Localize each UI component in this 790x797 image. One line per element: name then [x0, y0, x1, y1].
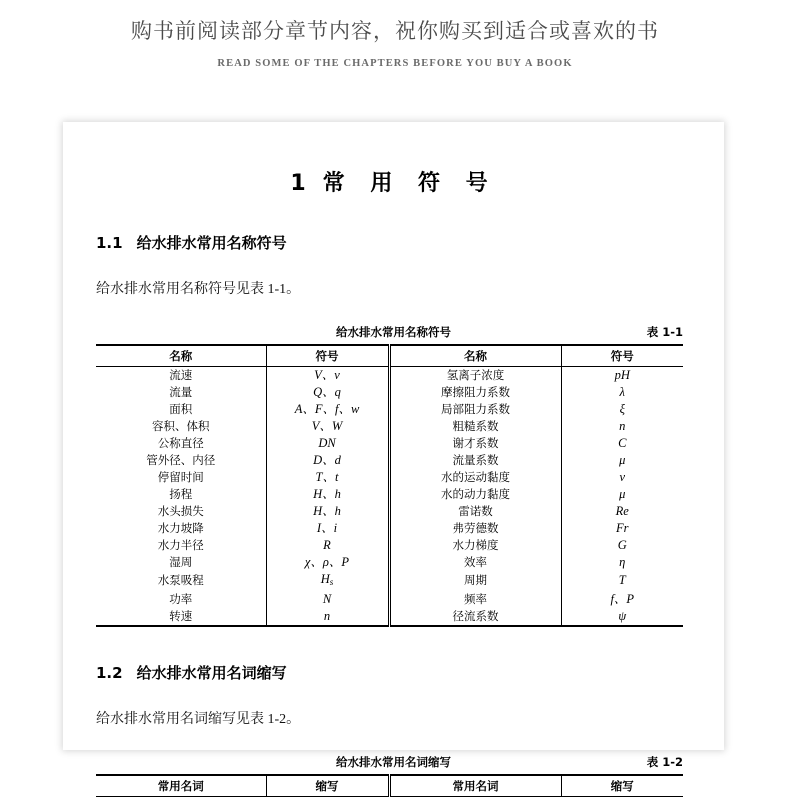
row-symbol-left: V、W	[266, 418, 389, 435]
table-row	[96, 486, 683, 503]
row-symbol-left: DN	[266, 435, 389, 452]
table-row	[96, 452, 683, 469]
document-page-container	[63, 122, 724, 793]
table-row	[96, 571, 683, 591]
table-row	[96, 537, 683, 554]
row-symbol-left: D、d	[266, 452, 389, 469]
table-row	[96, 520, 683, 537]
row-name-right: 谢才系数	[389, 435, 561, 452]
row-symbol-right: C	[561, 435, 683, 452]
table-1-1	[96, 344, 683, 627]
row-symbol-left: χ、ρ、P	[266, 554, 389, 571]
row-name-left: 停留时间	[157, 470, 204, 484]
row-symbol-right: G	[561, 537, 683, 554]
row-name-left: 水力坡降	[157, 521, 204, 535]
table-1-2-number: 表 1-2	[646, 754, 683, 769]
row-symbol-left: V、v	[266, 367, 389, 385]
table-row	[96, 554, 683, 571]
row-symbol-right: Re	[561, 503, 683, 520]
row-symbol-left: Q、q	[266, 384, 389, 401]
row-name-right: 摩擦阻力系数	[389, 384, 561, 401]
section-paragraph-1-2: 给水排水常用名词缩写见表 1-2。	[96, 711, 301, 727]
table-row	[96, 469, 683, 486]
row-name-right: 氢离子浓度	[389, 367, 561, 385]
table-1-2-header-row	[96, 775, 683, 797]
table-1-2	[96, 774, 683, 797]
row-name-right: 频率	[389, 591, 561, 608]
row-name-right: 水的动力黏度	[389, 486, 561, 503]
row-name-right: 局部阻力系数	[389, 401, 561, 418]
table-1-1-header-cell: 符号	[561, 345, 683, 367]
row-name-right: 效率	[389, 554, 561, 571]
section-paragraph-1-1: 给水排水常用名称符号见表 1-1。	[96, 282, 301, 297]
table-1-1-caption: 给水排水常用名称符号	[336, 325, 451, 339]
table-1-1-header-cell: 名称	[96, 345, 266, 367]
row-name-right: 水力梯度	[389, 537, 561, 554]
table-1-1-body	[96, 367, 683, 626]
table-row	[96, 608, 683, 626]
banner-english-text: READ SOME OF THE CHAPTERS BEFORE YOU BUY A BOOK	[217, 58, 573, 69]
row-name-right: 水的运动黏度	[389, 469, 561, 486]
row-symbol-right: T	[561, 571, 683, 591]
table-1-1-header-row	[96, 345, 683, 367]
row-symbol-left: I、i	[266, 520, 389, 537]
table-1-1-head	[96, 345, 683, 367]
row-symbol-left: n	[266, 608, 389, 626]
table-row	[96, 591, 683, 608]
chapter-title-text: 常 用 符 号	[322, 171, 497, 196]
row-name-left: 管外径、内径	[146, 453, 216, 467]
table-1-1-header-cell: 符号	[266, 345, 389, 367]
row-name-right: 流量系数	[389, 452, 561, 469]
table-row	[96, 367, 683, 385]
row-name-right: 周期	[389, 571, 561, 591]
row-symbol-right: μ	[561, 452, 683, 469]
section-title-1-1: 给水排水常用名称符号	[136, 234, 287, 252]
page-content-area	[96, 122, 691, 793]
row-name-left: 流量	[169, 385, 193, 399]
table-row	[96, 503, 683, 520]
row-symbol-left: H、h	[266, 486, 389, 503]
row-symbol-right: λ	[561, 384, 683, 401]
chapter-title	[96, 166, 691, 197]
row-symbol-right: ξ	[561, 401, 683, 418]
row-symbol-right: pH	[561, 367, 683, 385]
row-name-left: 扬程	[169, 487, 193, 501]
table-1-1-caption-row	[96, 324, 691, 341]
row-name-left: 水泵吸程	[157, 573, 204, 588]
row-name-left: 面积	[169, 402, 193, 416]
row-name-left: 公称直径	[157, 436, 204, 450]
row-name-right: 径流系数	[389, 608, 561, 626]
chapter-number: 1	[290, 171, 307, 196]
table-1-2-header-cell: 常用名词	[96, 775, 266, 797]
table-1-2-header-cell: 缩写	[266, 775, 389, 797]
row-name-right: 雷诺数	[389, 503, 561, 520]
row-name-left: 湿周	[169, 555, 193, 569]
row-name-left: 容积、体积	[152, 419, 210, 433]
row-symbol-right: ψ	[561, 608, 683, 626]
document-page	[63, 122, 724, 793]
row-name-left: 功率	[169, 591, 193, 606]
table-row	[96, 418, 683, 435]
row-name-left: 流速	[169, 368, 193, 382]
row-name-left: 水头损失	[157, 504, 204, 518]
section-number-1-1: 1.1	[96, 234, 123, 252]
row-symbol-right: η	[561, 554, 683, 571]
table-row	[96, 401, 683, 418]
row-symbol-right: μ	[561, 486, 683, 503]
row-symbol-right: Fr	[561, 520, 683, 537]
promo-banner	[0, 0, 790, 69]
row-symbol-left: N	[266, 591, 389, 608]
section-title-1-2: 给水排水常用名词缩写	[136, 663, 287, 682]
row-name-left: 水力半径	[157, 538, 204, 552]
row-name-left: 转速	[96, 608, 266, 626]
table-1-2-caption: 给水排水常用名词缩写	[336, 754, 451, 769]
section-heading-1-1	[96, 232, 691, 253]
row-symbol-left: H、h	[266, 503, 389, 520]
row-symbol-right: v	[561, 469, 683, 486]
row-symbol-left: A、F、f、w	[266, 401, 389, 418]
table-1-1-header-cell: 名称	[389, 345, 561, 367]
row-symbol-right: n	[561, 418, 683, 435]
table-1-2-header-cell: 缩写	[561, 775, 683, 797]
table-1-2-caption-row	[96, 754, 691, 771]
row-symbol-left: T、t	[266, 469, 389, 486]
table-1-2-header-cell: 常用名词	[389, 775, 561, 797]
row-symbol-right: f、P	[561, 591, 683, 608]
row-symbol-left: $H_s$	[266, 571, 389, 591]
banner-chinese-text: 购书前阅读部分章节内容，祝你购买到适合或喜欢的书	[131, 19, 659, 43]
row-name-right: 弗劳德数	[389, 520, 561, 537]
table-row	[96, 384, 683, 401]
section-number-1-2: 1.2	[96, 663, 123, 682]
row-name-right: 粗糙系数	[389, 418, 561, 435]
section-heading-1-2	[96, 662, 691, 683]
table-1-1-number: 表 1-1	[646, 325, 683, 339]
table-1-2-head	[96, 775, 683, 797]
row-symbol-left: R	[266, 537, 389, 554]
table-row	[96, 435, 683, 452]
